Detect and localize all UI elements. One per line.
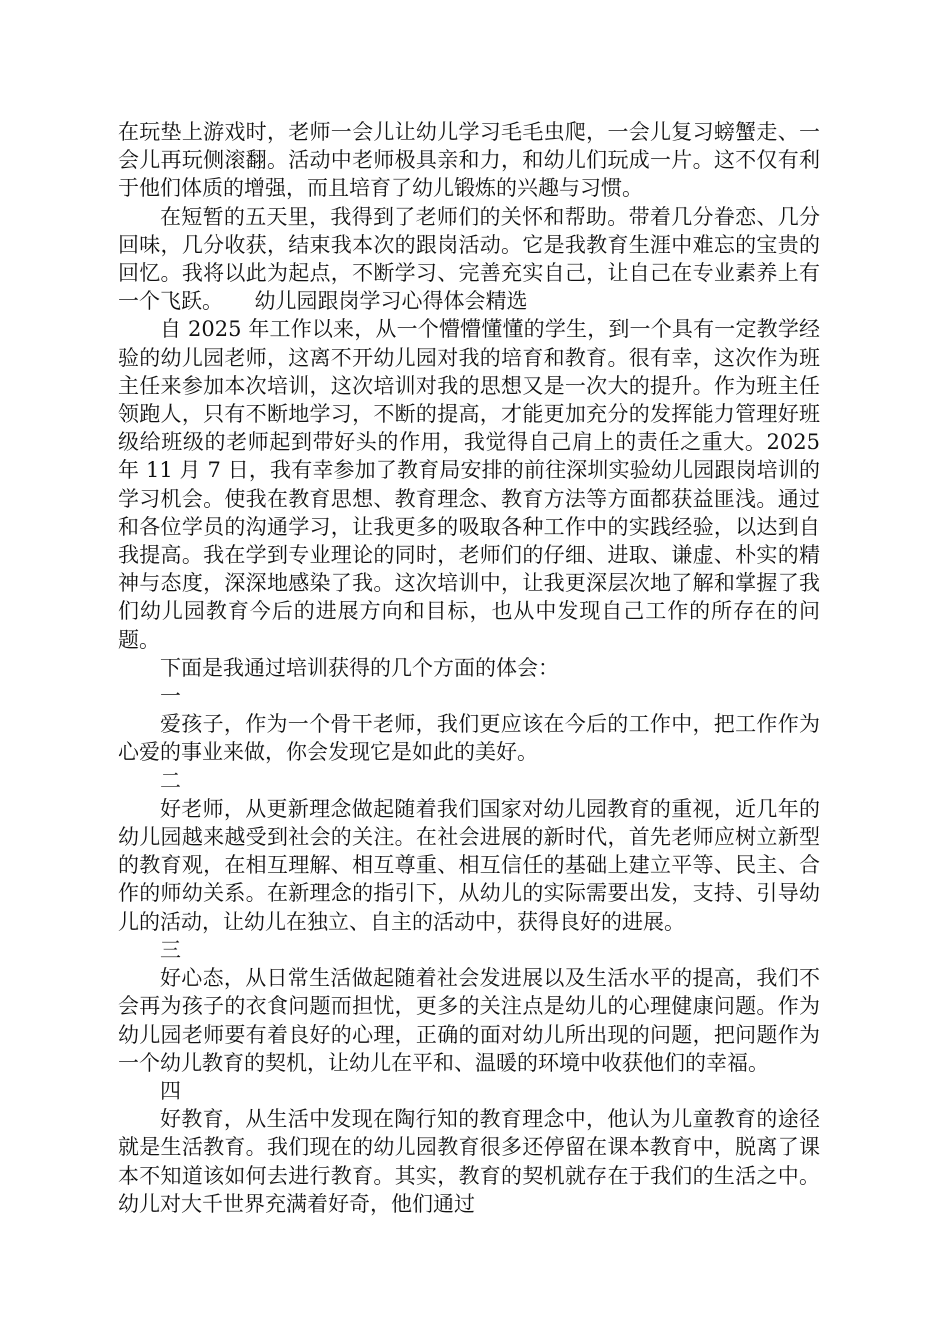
paragraph-4: 下面是我通过培训获得的几个方面的体会：	[160, 655, 559, 680]
paragraph-2: 在短暂的五天里，我得到了老师们的关怀和帮助。带着几分眷恋、几分回味，几分收获，结束我本次的跟岗活动。它是我教育生涯中难忘的宝贵的回忆。我将以此为起点，不断学习、完善充实自己，让自己在专业素养上有一个飞跃。 幼儿园跟岗学习心得体会精选	[118, 204, 820, 314]
paragraph-5: 爱孩子，作为一个骨干老师，我们更应该在今后的工作中，把工作作为心爱的事业来做，你会发现它是如此的美好。	[118, 712, 820, 765]
section-marker-4: 四	[160, 1078, 181, 1103]
paragraph-8: 好教育，从生活中发现在陶行知的教育理念中，他认为儿童教育的途径就是生活教育。我们现在的幼儿园教育很多还停留在课本教育中，脱离了课本不知道该如何去进行教育。其实，教育的契机就存在于我们的生活之中。幼儿对大千世界充满着好奇，他们通过	[118, 1107, 820, 1216]
paragraph-6: 好老师，从更新理念做起随着我们国家对幼儿园教育的重视，近几年的幼儿园越来越受到社会的关注。在社会进展的新时代，首先老师应树立新型的教育观，在相互理解、相互尊重、相互信任的基础上建立平等、民主、合作的师幼关系。在新理念的指引下，从幼儿的实际需要出发，支持、引导幼儿的活动，让幼儿在独立、自主的活动中，获得良好的进展。	[118, 796, 820, 934]
section-marker-2: 二	[160, 768, 181, 793]
section-marker-3: 三	[160, 937, 181, 962]
paragraph-7: 好心态，从日常生活做起随着社会发进展以及生活水平的提高，我们不会再为孩子的衣食问题而担忧，更多的关注点是幼儿的心理健康问题。作为幼儿园老师要有着良好的心理，正确的面对幼儿所出现的问题，把问题作为一个幼儿教育的契机，让幼儿在平和、温暖的环境中收获他们的幸福。	[118, 966, 820, 1075]
paragraph-1: 在玩垫上游戏时，老师一会儿让幼儿学习毛毛虫爬，一会儿复习螃蟹走、一会儿再玩侧滚翻。活动中老师极具亲和力，和幼儿们玩成一片。这不仅有利于他们体质的增强，而且培育了幼儿锻炼的兴趣与习惯。	[118, 120, 820, 201]
section-marker-1: 一	[160, 684, 181, 709]
paragraph-3: 自 2025 年工作以来，从一个懵懵懂懂的学生，到一个具有一定教学经验的幼儿园老师，这离不开幼儿园对我的培育和教育。很有幸，这次作为班主任来参加本次培训，这次培训对我的思想又是一次大的提升。作为班主任领跑人，只有不断地学习，不断的提高，才能更加充分的发挥能力管理好班级给班级的老师起到带好头的作用，我觉得自己肩上的责任之重大。2025 年 11 月 7 日，我有幸参加了教育局安排的前往深圳实验幼儿园跟岗培训的学习机会。使我在教育思想、教育理念、教育方法等方面都获益匪浅。通过和各位学员的沟通学习，让我更多的吸取各种工作中的实践经验，以达到自我提高。我在学到专业理论的同时，老师们的仔细、进取、谦虚、朴实的精神与态度，深深地感染了我。这次培训中，让我更深层次地了解和掌握了我们幼儿园教育今后的进展方向和目标，也从中发现自己工作的所存在的问题。	[118, 317, 820, 652]
document-page	[118, 118, 820, 1218]
